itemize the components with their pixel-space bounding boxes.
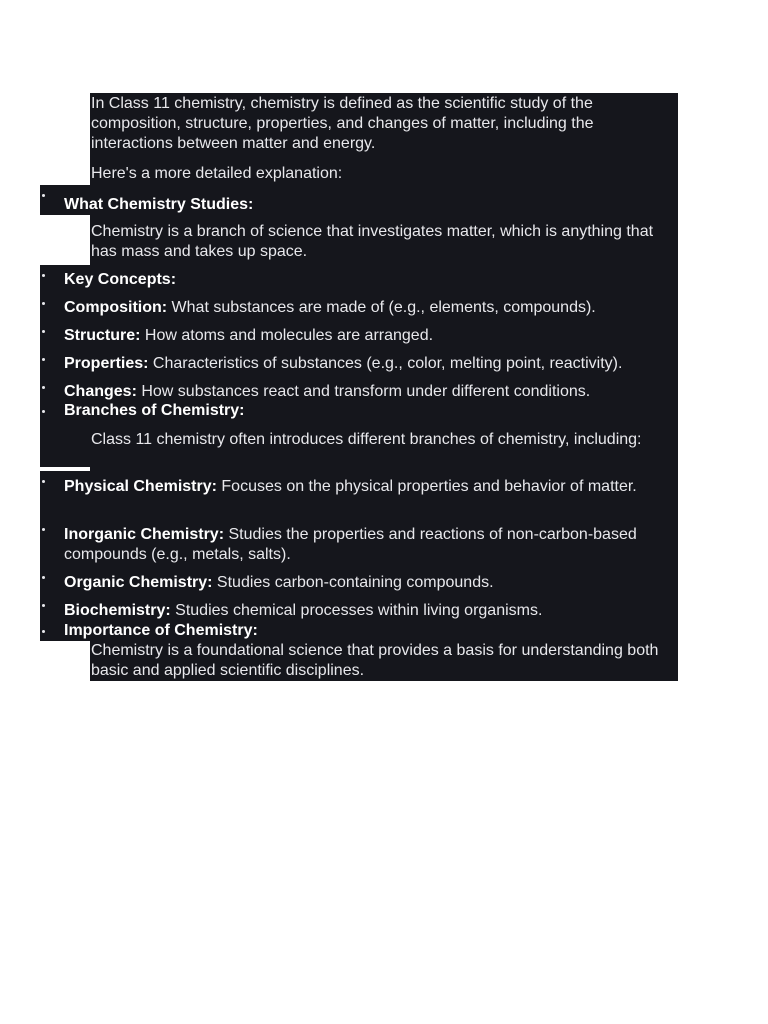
branches-heading: Branches of Chemistry: — [64, 402, 245, 419]
branch-desc: Focuses on the physical properties and behavior of matter. — [216, 478, 637, 495]
concept-term: Structure: — [64, 327, 141, 344]
concept-desc: Characteristics of substances (e.g., color, melting point, reactivity). — [148, 355, 623, 372]
concept-item — [40, 321, 678, 349]
concept-term: Changes: — [64, 383, 137, 400]
branch-desc: Studies carbon-containing compounds. — [212, 574, 494, 591]
concept-term: Composition: — [64, 299, 168, 316]
what-studies-text: Chemistry is a branch of science that investigates matter, which is anything that has mass and takes up space. — [90, 215, 678, 265]
key-concepts-heading: Key Concepts: — [64, 271, 177, 288]
branch-item — [40, 519, 678, 567]
branch-item — [40, 471, 678, 519]
branch-item — [40, 595, 678, 621]
detailed-intro: Here's a more detailed explanation: — [90, 155, 678, 185]
branch-term: Biochemistry: — [64, 602, 171, 619]
bullet-branches — [40, 401, 678, 421]
branch-term: Organic Chemistry: — [64, 574, 213, 591]
concept-desc: How substances react and transform under different conditions. — [136, 383, 591, 400]
branches-text: Class 11 chemistry often introduces different branches of chemistry, including: — [90, 421, 678, 471]
bullet-importance — [40, 621, 678, 641]
concept-desc: What substances are made of (e.g., elements, compounds). — [167, 299, 596, 316]
concept-desc: How atoms and molecules are arranged. — [140, 327, 434, 344]
branch-term: Physical Chemistry: — [64, 478, 217, 495]
importance-heading: Importance of Chemistry: — [64, 622, 258, 639]
branch-desc: Studies chemical processes within living organisms. — [170, 602, 543, 619]
what-studies-heading: What Chemistry Studies: — [64, 196, 254, 213]
branch-term: Inorganic Chemistry: — [64, 526, 225, 543]
branch-desc: Studies the properties and reactions of non-carbon-based compounds (e.g., metals, salts). — [64, 526, 637, 563]
branch-item — [40, 567, 678, 595]
concept-term: Properties: — [64, 355, 149, 372]
intro-paragraph: In Class 11 chemistry, chemistry is defined as the scientific study of the composition, structure, properties, and changes of matter, including the interactions between matter and energy. — [90, 93, 678, 155]
importance-text: Chemistry is a foundational science that provides a basis for understanding both basic and applied scientific disciplines. — [90, 641, 678, 681]
bullet-what-studies — [40, 185, 678, 215]
bullet-key-concepts — [40, 265, 678, 293]
concept-item — [40, 349, 678, 377]
concept-item — [40, 377, 678, 401]
concept-item — [40, 293, 678, 321]
